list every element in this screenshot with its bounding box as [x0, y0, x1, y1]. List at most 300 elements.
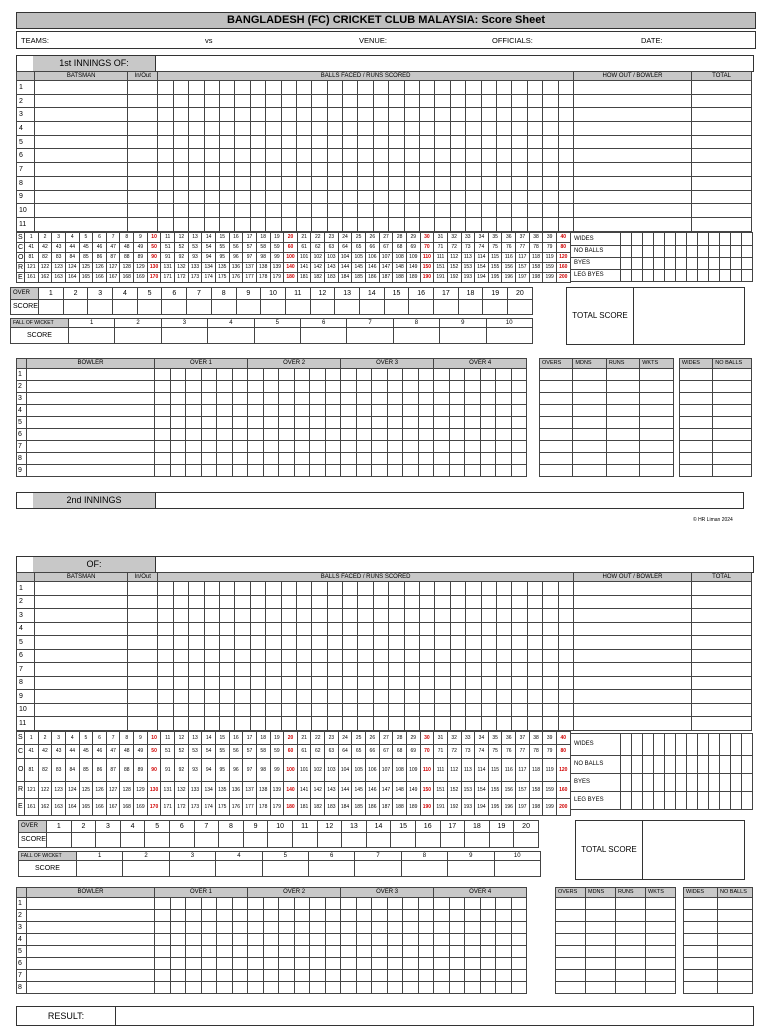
bowl-ball-cell[interactable] — [403, 945, 419, 957]
bowl-ball-cell[interactable] — [186, 452, 202, 464]
run-tally-cell[interactable]: 197 — [516, 272, 530, 282]
extras-cell[interactable] — [665, 755, 676, 773]
bowl-ball-cell[interactable] — [341, 416, 357, 428]
ball-cell[interactable] — [281, 81, 296, 95]
run-tally-cell[interactable]: 38 — [529, 731, 543, 744]
summary-cell[interactable] — [713, 440, 752, 452]
run-tally-cell[interactable]: 129 — [134, 781, 148, 798]
ball-cell[interactable] — [312, 135, 327, 149]
how-out-cell[interactable] — [573, 717, 691, 731]
extras-cell[interactable] — [687, 269, 698, 281]
ball-cell[interactable] — [527, 204, 542, 218]
inout-cell[interactable] — [128, 649, 158, 663]
bowl-ball-cell[interactable] — [294, 909, 310, 921]
ball-cell[interactable] — [327, 649, 342, 663]
bowl-ball-cell[interactable] — [341, 897, 357, 909]
run-tally-cell[interactable]: 190 — [420, 798, 434, 815]
ball-cell[interactable] — [266, 163, 281, 177]
run-tally-cell[interactable]: 101 — [297, 252, 311, 262]
run-tally-cell[interactable]: 37 — [516, 232, 530, 242]
ball-cell[interactable] — [235, 636, 250, 650]
run-tally-cell[interactable]: 31 — [434, 232, 448, 242]
run-tally-cell[interactable]: 200 — [556, 798, 570, 815]
summary-cell[interactable] — [573, 416, 606, 428]
summary-cell[interactable] — [713, 392, 752, 404]
ball-cell[interactable] — [219, 582, 234, 596]
ball-cell[interactable] — [173, 676, 188, 690]
extras-cell[interactable] — [709, 269, 720, 281]
summary-cell[interactable] — [556, 969, 586, 981]
ball-cell[interactable] — [496, 582, 511, 596]
run-tally-cell[interactable]: 96 — [229, 252, 243, 262]
batsman-name-cell[interactable] — [35, 204, 128, 218]
bowl-ball-cell[interactable] — [449, 981, 465, 993]
run-tally-cell[interactable]: 93 — [188, 758, 202, 781]
bowl-ball-cell[interactable] — [465, 380, 481, 392]
over-score-cell[interactable] — [285, 299, 310, 314]
bowl-ball-cell[interactable] — [294, 368, 310, 380]
bowl-ball-cell[interactable] — [155, 933, 171, 945]
ball-cell[interactable] — [235, 135, 250, 149]
run-tally-cell[interactable]: 68 — [393, 744, 407, 758]
bowl-ball-cell[interactable] — [186, 380, 202, 392]
run-tally-cell[interactable]: 145 — [352, 262, 366, 272]
run-tally-cell[interactable]: 141 — [297, 262, 311, 272]
ball-cell[interactable] — [389, 703, 404, 717]
ball-cell[interactable] — [558, 636, 573, 650]
over-score-cell[interactable] — [434, 299, 459, 314]
run-tally-cell[interactable]: 124 — [65, 781, 79, 798]
run-tally-cell[interactable]: 196 — [502, 798, 516, 815]
extras-cell[interactable] — [709, 733, 720, 755]
run-tally-cell[interactable]: 149 — [406, 262, 420, 272]
bowl-ball-cell[interactable] — [387, 464, 403, 476]
ball-cell[interactable] — [435, 94, 450, 108]
run-tally-cell[interactable]: 159 — [543, 781, 557, 798]
run-tally-cell[interactable]: 139 — [270, 262, 284, 272]
ball-cell[interactable] — [312, 636, 327, 650]
bowl-ball-cell[interactable] — [480, 452, 496, 464]
bowl-ball-cell[interactable] — [434, 392, 450, 404]
ball-cell[interactable] — [496, 649, 511, 663]
ball-cell[interactable] — [173, 94, 188, 108]
bowl-ball-cell[interactable] — [511, 392, 527, 404]
extras-cell[interactable] — [654, 773, 665, 791]
bowl-ball-cell[interactable] — [372, 909, 388, 921]
bowl-ball-cell[interactable] — [341, 981, 357, 993]
fow-score-cell[interactable] — [216, 860, 262, 876]
ball-cell[interactable] — [404, 649, 419, 663]
ball-cell[interactable] — [327, 622, 342, 636]
ball-cell[interactable] — [158, 122, 173, 136]
ball-cell[interactable] — [466, 690, 481, 704]
ball-cell[interactable] — [281, 108, 296, 122]
bowl-ball-cell[interactable] — [496, 897, 512, 909]
bowl-ball-cell[interactable] — [263, 392, 279, 404]
ball-cell[interactable] — [312, 676, 327, 690]
ball-cell[interactable] — [219, 703, 234, 717]
ball-cell[interactable] — [158, 108, 173, 122]
ball-cell[interactable] — [266, 609, 281, 623]
run-tally-cell[interactable]: 122 — [38, 262, 52, 272]
ball-cell[interactable] — [496, 135, 511, 149]
inout-cell[interactable] — [128, 582, 158, 596]
run-tally-cell[interactable]: 11 — [161, 731, 175, 744]
run-tally-cell[interactable]: 195 — [488, 272, 502, 282]
extras-cell[interactable] — [731, 733, 742, 755]
run-tally-cell[interactable]: 45 — [79, 242, 93, 252]
ball-cell[interactable] — [219, 663, 234, 677]
over-score-cell[interactable] — [465, 832, 490, 847]
bowl-ball-cell[interactable] — [449, 380, 465, 392]
run-tally-cell[interactable]: 34 — [475, 232, 489, 242]
run-tally-cell[interactable]: 39 — [543, 232, 557, 242]
fow-score-cell[interactable] — [393, 327, 439, 343]
run-tally-cell[interactable]: 104 — [338, 758, 352, 781]
ball-cell[interactable] — [204, 649, 219, 663]
run-tally-cell[interactable]: 183 — [325, 798, 339, 815]
bowl-ball-cell[interactable] — [201, 440, 217, 452]
bowl-ball-cell[interactable] — [294, 428, 310, 440]
ball-cell[interactable] — [543, 204, 558, 218]
run-tally-cell[interactable]: 2 — [38, 731, 52, 744]
ball-cell[interactable] — [389, 676, 404, 690]
how-out-cell[interactable] — [573, 149, 691, 163]
how-out-cell[interactable] — [573, 663, 691, 677]
run-tally-cell[interactable]: 76 — [502, 242, 516, 252]
ball-cell[interactable] — [358, 176, 373, 190]
extras-cell[interactable] — [621, 791, 632, 809]
over-score-cell[interactable] — [145, 832, 170, 847]
summary-cell[interactable] — [646, 957, 676, 969]
bowl-ball-cell[interactable] — [387, 428, 403, 440]
bowl-ball-cell[interactable] — [217, 897, 233, 909]
bowl-ball-cell[interactable] — [387, 969, 403, 981]
ball-cell[interactable] — [235, 595, 250, 609]
run-tally-cell[interactable]: 141 — [297, 781, 311, 798]
ball-cell[interactable] — [235, 108, 250, 122]
run-tally-cell[interactable]: 55 — [215, 242, 229, 252]
ball-cell[interactable] — [512, 717, 527, 731]
bowl-ball-cell[interactable] — [372, 416, 388, 428]
ball-cell[interactable] — [343, 94, 358, 108]
bowl-ball-cell[interactable] — [155, 380, 171, 392]
ball-cell[interactable] — [266, 135, 281, 149]
bowl-ball-cell[interactable] — [170, 464, 186, 476]
ball-cell[interactable] — [235, 582, 250, 596]
run-tally-cell[interactable]: 189 — [406, 272, 420, 282]
run-tally-cell[interactable]: 39 — [543, 731, 557, 744]
run-tally-cell[interactable]: 30 — [420, 731, 434, 744]
run-tally-cell[interactable]: 65 — [352, 242, 366, 252]
bowl-ball-cell[interactable] — [186, 969, 202, 981]
bowl-ball-cell[interactable] — [356, 416, 372, 428]
ball-cell[interactable] — [404, 717, 419, 731]
run-tally-cell[interactable]: 167 — [106, 798, 120, 815]
bowl-ball-cell[interactable] — [232, 933, 248, 945]
ball-cell[interactable] — [296, 94, 311, 108]
ball-cell[interactable] — [204, 81, 219, 95]
bowl-ball-cell[interactable] — [496, 933, 512, 945]
ball-cell[interactable] — [373, 94, 388, 108]
run-tally-cell[interactable]: 146 — [366, 781, 380, 798]
ball-cell[interactable] — [343, 649, 358, 663]
run-tally-cell[interactable]: 72 — [447, 242, 461, 252]
ball-cell[interactable] — [219, 149, 234, 163]
ball-cell[interactable] — [250, 636, 265, 650]
bowl-ball-cell[interactable] — [356, 368, 372, 380]
extras-cell[interactable] — [709, 773, 720, 791]
ball-cell[interactable] — [266, 94, 281, 108]
ball-cell[interactable] — [173, 663, 188, 677]
extras-cell[interactable] — [687, 733, 698, 755]
run-tally-cell[interactable]: 111 — [434, 758, 448, 781]
summary-cell[interactable] — [573, 380, 606, 392]
ball-cell[interactable] — [404, 94, 419, 108]
bowl-ball-cell[interactable] — [294, 981, 310, 993]
bowler-name-cell[interactable] — [27, 969, 155, 981]
bowl-ball-cell[interactable] — [325, 921, 341, 933]
ball-cell[interactable] — [466, 204, 481, 218]
extras-cell[interactable] — [632, 269, 643, 281]
summary-cell[interactable] — [640, 428, 673, 440]
ball-cell[interactable] — [450, 622, 465, 636]
ball-cell[interactable] — [435, 622, 450, 636]
bowl-ball-cell[interactable] — [232, 428, 248, 440]
ball-cell[interactable] — [450, 149, 465, 163]
extras-cell[interactable] — [621, 733, 632, 755]
ball-cell[interactable] — [389, 663, 404, 677]
bowl-ball-cell[interactable] — [325, 897, 341, 909]
run-tally-cell[interactable]: 21 — [297, 731, 311, 744]
ball-cell[interactable] — [266, 663, 281, 677]
bowl-ball-cell[interactable] — [294, 404, 310, 416]
extras-cell[interactable] — [632, 232, 643, 245]
bowl-ball-cell[interactable] — [263, 368, 279, 380]
bowl-ball-cell[interactable] — [387, 981, 403, 993]
ball-cell[interactable] — [389, 636, 404, 650]
extras-cell[interactable] — [709, 791, 720, 809]
bowler-name-cell[interactable] — [27, 933, 155, 945]
ball-cell[interactable] — [558, 595, 573, 609]
bowl-ball-cell[interactable] — [217, 945, 233, 957]
run-tally-cell[interactable]: 143 — [325, 262, 339, 272]
bowl-ball-cell[interactable] — [387, 404, 403, 416]
ball-cell[interactable] — [312, 717, 327, 731]
ball-cell[interactable] — [235, 649, 250, 663]
bowl-ball-cell[interactable] — [449, 921, 465, 933]
ball-cell[interactable] — [481, 717, 496, 731]
ball-cell[interactable] — [327, 190, 342, 204]
bowl-ball-cell[interactable] — [403, 957, 419, 969]
how-out-cell[interactable] — [573, 81, 691, 95]
run-tally-cell[interactable]: 168 — [120, 798, 134, 815]
bowl-ball-cell[interactable] — [480, 909, 496, 921]
run-tally-cell[interactable]: 139 — [270, 781, 284, 798]
bowl-ball-cell[interactable] — [418, 969, 434, 981]
run-tally-cell[interactable]: 123 — [52, 262, 66, 272]
ball-cell[interactable] — [266, 595, 281, 609]
bowl-ball-cell[interactable] — [449, 945, 465, 957]
ball-cell[interactable] — [512, 622, 527, 636]
bowl-ball-cell[interactable] — [511, 981, 527, 993]
ball-cell[interactable] — [450, 582, 465, 596]
ball-cell[interactable] — [496, 204, 511, 218]
extras-cell[interactable] — [665, 773, 676, 791]
ball-cell[interactable] — [481, 149, 496, 163]
over-score-cell[interactable] — [366, 832, 391, 847]
bowl-ball-cell[interactable] — [434, 897, 450, 909]
bowl-ball-cell[interactable] — [511, 404, 527, 416]
ball-cell[interactable] — [204, 717, 219, 731]
ball-cell[interactable] — [435, 663, 450, 677]
bowl-ball-cell[interactable] — [403, 404, 419, 416]
bowl-ball-cell[interactable] — [263, 428, 279, 440]
run-tally-cell[interactable]: 97 — [243, 758, 257, 781]
ball-cell[interactable] — [250, 108, 265, 122]
extras-cell[interactable] — [632, 733, 643, 755]
batsman-total-cell[interactable] — [692, 676, 752, 690]
ball-cell[interactable] — [389, 204, 404, 218]
run-tally-cell[interactable]: 61 — [297, 744, 311, 758]
run-tally-cell[interactable]: 28 — [393, 232, 407, 242]
bowl-ball-cell[interactable] — [511, 933, 527, 945]
ball-cell[interactable] — [204, 595, 219, 609]
ball-cell[interactable] — [435, 81, 450, 95]
ball-cell[interactable] — [281, 217, 296, 231]
bowl-ball-cell[interactable] — [170, 909, 186, 921]
bowler-name-cell[interactable] — [27, 957, 155, 969]
ball-cell[interactable] — [312, 122, 327, 136]
ball-cell[interactable] — [250, 176, 265, 190]
ball-cell[interactable] — [373, 217, 388, 231]
summary-cell[interactable] — [540, 428, 573, 440]
ball-cell[interactable] — [189, 582, 204, 596]
ball-cell[interactable] — [543, 703, 558, 717]
run-tally-cell[interactable]: 64 — [338, 744, 352, 758]
ball-cell[interactable] — [373, 176, 388, 190]
over-score-cell[interactable] — [236, 299, 261, 314]
ball-cell[interactable] — [158, 190, 173, 204]
bowl-ball-cell[interactable] — [310, 897, 326, 909]
ball-cell[interactable] — [358, 582, 373, 596]
bowl-ball-cell[interactable] — [372, 921, 388, 933]
ball-cell[interactable] — [296, 703, 311, 717]
summary-cell[interactable] — [586, 957, 616, 969]
bowl-ball-cell[interactable] — [217, 981, 233, 993]
run-tally-cell[interactable]: 53 — [188, 242, 202, 252]
bowl-ball-cell[interactable] — [372, 897, 388, 909]
ball-cell[interactable] — [527, 622, 542, 636]
bowl-ball-cell[interactable] — [372, 380, 388, 392]
run-tally-cell[interactable]: 107 — [379, 758, 393, 781]
ball-cell[interactable] — [389, 163, 404, 177]
ball-cell[interactable] — [296, 609, 311, 623]
bowl-ball-cell[interactable] — [186, 392, 202, 404]
run-tally-cell[interactable]: 34 — [475, 731, 489, 744]
run-tally-cell[interactable]: 47 — [106, 242, 120, 252]
run-tally-cell[interactable]: 184 — [338, 272, 352, 282]
run-tally-cell[interactable]: 150 — [420, 781, 434, 798]
bowl-ball-cell[interactable] — [248, 428, 264, 440]
bowl-ball-cell[interactable] — [511, 945, 527, 957]
extras-cell[interactable] — [654, 791, 665, 809]
bowl-ball-cell[interactable] — [372, 933, 388, 945]
run-tally-cell[interactable]: 53 — [188, 744, 202, 758]
run-tally-cell[interactable]: 137 — [243, 781, 257, 798]
run-tally-cell[interactable]: 27 — [379, 232, 393, 242]
extras-cell[interactable] — [742, 791, 753, 809]
ball-cell[interactable] — [235, 717, 250, 731]
bowl-ball-cell[interactable] — [310, 933, 326, 945]
ball-cell[interactable] — [343, 622, 358, 636]
run-tally-cell[interactable]: 106 — [366, 252, 380, 262]
bowl-ball-cell[interactable] — [248, 392, 264, 404]
ball-cell[interactable] — [327, 163, 342, 177]
bowl-ball-cell[interactable] — [155, 464, 171, 476]
run-tally-cell[interactable]: 18 — [256, 232, 270, 242]
bowl-ball-cell[interactable] — [496, 404, 512, 416]
bowl-ball-cell[interactable] — [449, 452, 465, 464]
run-tally-cell[interactable]: 91 — [161, 758, 175, 781]
run-tally-cell[interactable]: 121 — [25, 262, 39, 272]
ball-cell[interactable] — [512, 609, 527, 623]
bowl-ball-cell[interactable] — [387, 440, 403, 452]
ball-cell[interactable] — [481, 609, 496, 623]
bowl-ball-cell[interactable] — [449, 368, 465, 380]
ball-cell[interactable] — [466, 622, 481, 636]
bowl-ball-cell[interactable] — [232, 452, 248, 464]
ball-cell[interactable] — [435, 108, 450, 122]
over-score-cell[interactable] — [169, 832, 194, 847]
bowl-ball-cell[interactable] — [201, 404, 217, 416]
ball-cell[interactable] — [466, 609, 481, 623]
run-tally-cell[interactable]: 115 — [488, 252, 502, 262]
ball-cell[interactable] — [343, 595, 358, 609]
bowl-ball-cell[interactable] — [155, 428, 171, 440]
run-tally-cell[interactable]: 45 — [79, 744, 93, 758]
bowl-ball-cell[interactable] — [356, 897, 372, 909]
bowl-ball-cell[interactable] — [356, 909, 372, 921]
over-score-cell[interactable] — [39, 299, 64, 314]
run-tally-cell[interactable]: 125 — [79, 262, 93, 272]
ball-cell[interactable] — [512, 217, 527, 231]
ball-cell[interactable] — [266, 717, 281, 731]
bowl-ball-cell[interactable] — [496, 440, 512, 452]
run-tally-cell[interactable]: 106 — [366, 758, 380, 781]
ball-cell[interactable] — [189, 122, 204, 136]
run-tally-cell[interactable]: 176 — [229, 272, 243, 282]
bowl-ball-cell[interactable] — [480, 440, 496, 452]
bowl-ball-cell[interactable] — [480, 921, 496, 933]
ball-cell[interactable] — [158, 135, 173, 149]
run-tally-cell[interactable]: 48 — [120, 744, 134, 758]
over-score-cell[interactable] — [415, 832, 440, 847]
bowl-ball-cell[interactable] — [480, 380, 496, 392]
bowl-ball-cell[interactable] — [496, 392, 512, 404]
ball-cell[interactable] — [158, 595, 173, 609]
ball-cell[interactable] — [281, 649, 296, 663]
run-tally-cell[interactable]: 113 — [461, 758, 475, 781]
bowl-ball-cell[interactable] — [232, 981, 248, 993]
ball-cell[interactable] — [496, 122, 511, 136]
bowl-ball-cell[interactable] — [279, 404, 295, 416]
ball-cell[interactable] — [327, 717, 342, 731]
run-tally-cell[interactable]: 62 — [311, 242, 325, 252]
ball-cell[interactable] — [219, 190, 234, 204]
summary-cell[interactable] — [556, 981, 586, 993]
run-tally-cell[interactable]: 125 — [79, 781, 93, 798]
